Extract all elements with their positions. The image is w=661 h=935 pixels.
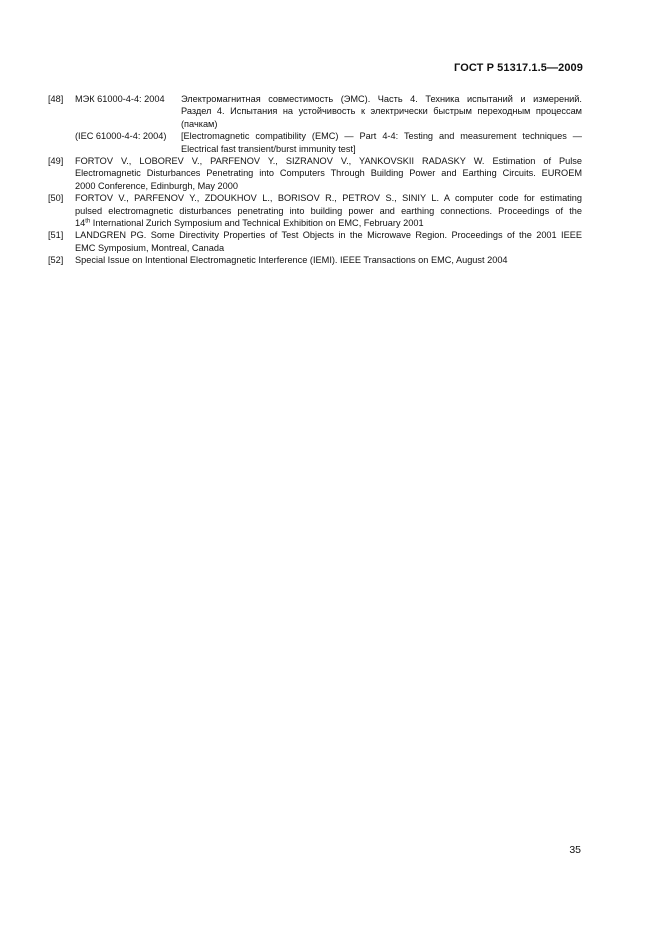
reference-number: [52] (48, 255, 64, 266)
reference-line: pulsed electromagnetic disturbances penetrating into building power and earthing connections. Proceedings of the (75, 205, 582, 216)
page-number: 35 (569, 844, 581, 856)
reference-number: [49] (48, 156, 64, 167)
reference-line: EMC Symposium, Montreal, Canada (75, 242, 225, 253)
reference-line: 2000 Conference, Edinburgh, May 2000 (75, 180, 238, 191)
reference-line: FORTOV V., PARFENOV Y., ZDOUKHOV L., BORISOV R., PETROV S., SINIY L. A computer code for estimating (75, 193, 582, 204)
reference-code: (IEC 61000-4-4: 2004) (75, 131, 167, 142)
reference-item-52 (48, 254, 582, 266)
ordinal-number: 14 (75, 218, 86, 229)
reference-code: МЭК 61000-4-4: 2004 (75, 94, 165, 104)
reference-item-48-original (48, 130, 582, 155)
reference-item-50 (48, 192, 582, 229)
reference-line: Special Issue on Intentional Electromagnetic Interference (IEMI). IEEE Transactions on EMC, August 2004 (75, 255, 508, 266)
reference-line: Electrical fast transient/burst immunity test] (181, 143, 356, 154)
reference-number: [51] (48, 230, 64, 241)
reference-item-51 (48, 229, 582, 254)
bibliography-list (48, 93, 582, 267)
reference-line: LANDGREN PG. Some Directivity Properties of Test Objects in the Microwave Region. Proceedings of the 2001 IEEE (75, 230, 582, 241)
ordinal-suffix: th (85, 218, 91, 225)
reference-number: [50] (48, 193, 64, 204)
reference-line: (пачкам) (181, 118, 218, 129)
reference-line (75, 217, 582, 229)
reference-item-49 (48, 155, 582, 192)
reference-line: Электромагнитная совместимость (ЭМС). Часть 4. Техника испытаний и измерений. (181, 94, 582, 104)
reference-line: FORTOV V., LOBOREV V., PARFENOV Y., SIZRANOV V., YANKOVSKII RADASKY W. Estimation of Pulse (75, 156, 582, 167)
reference-line: [Electromagnetic compatibility (EMC) — Part 4-4: Testing and measurement techniques — (181, 131, 582, 142)
reference-line: Electromagnetic Disturbances Penetrating into Computers Through Building Power and Earthing Circuits. EUROEM (75, 168, 582, 179)
reference-line-rest: International Zurich Symposium and Technical Exhibition on EMC, February 2001 (90, 218, 424, 229)
reference-line: Раздел 4. Испытания на устойчивость к электрически быстрым переходным процессам (181, 106, 582, 117)
reference-number: [48] (48, 94, 64, 104)
reference-item-48 (48, 93, 582, 130)
document-header: ГОСТ Р 51317.1.5—2009 (454, 62, 583, 74)
